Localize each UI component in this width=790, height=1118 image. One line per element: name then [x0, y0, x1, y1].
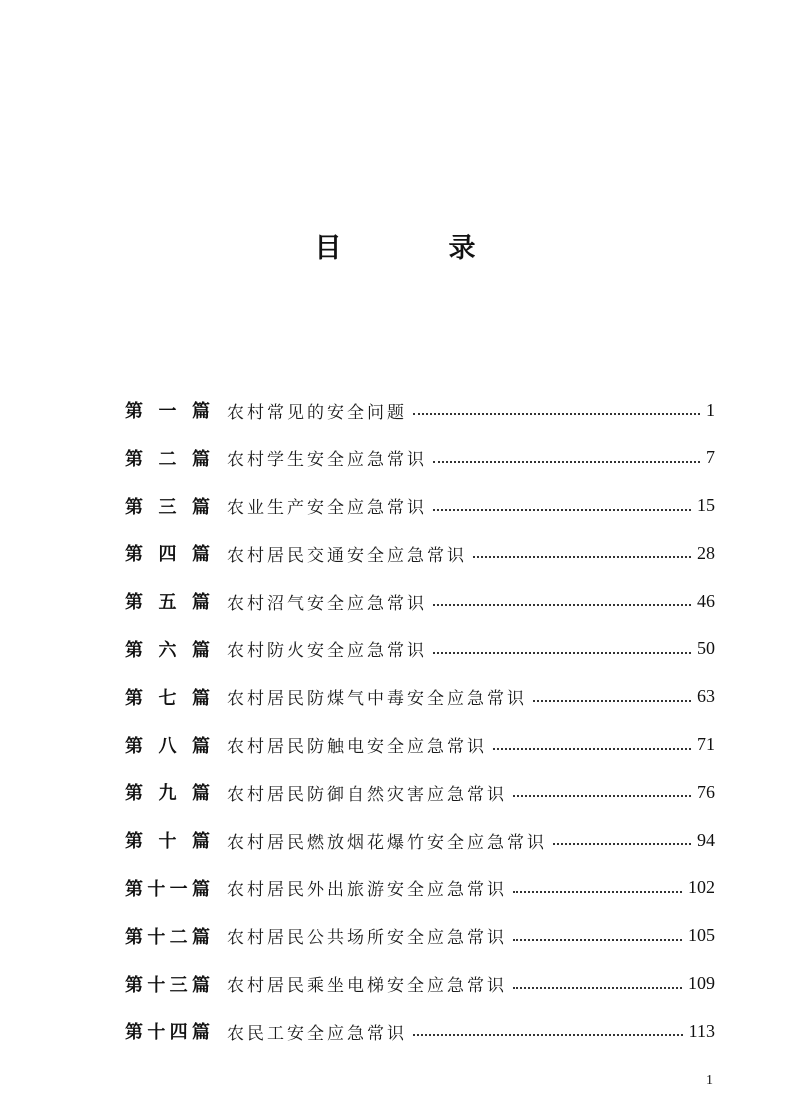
toc-entry[interactable]: [125, 1015, 715, 1047]
toc-leader-dots: [473, 554, 691, 558]
toc-leader-dots: [413, 411, 700, 415]
toc-title: 农村居民防御自然灾害应急常识: [227, 784, 507, 805]
toc-part-label: 第 十 一 篇: [125, 878, 210, 900]
page-number: 1: [706, 1073, 713, 1088]
toc-page-number: 109: [688, 973, 715, 994]
toc-title: 农业生产安全应急常识: [227, 498, 427, 519]
toc-entry[interactable]: [125, 872, 715, 904]
toc-part-label: 第 七 篇: [125, 687, 210, 709]
toc-page-number: 7: [706, 447, 715, 468]
toc-title: 农村学生安全应急常识: [227, 450, 427, 471]
toc-part-label: 第 十 二 篇: [125, 926, 210, 948]
toc-title: 农村居民乘坐电梯安全应急常识: [227, 976, 507, 997]
toc-page-number: 94: [697, 829, 715, 850]
toc-page-number: 28: [697, 542, 715, 563]
toc-leader-dots: [513, 889, 682, 893]
toc-leader-dots: [433, 602, 691, 606]
toc-part-label: 第 八 篇: [125, 735, 210, 757]
toc-part-label: 第 五 篇: [125, 592, 210, 614]
toc-title: 农村防火安全应急常识: [227, 641, 427, 662]
toc-entry[interactable]: [125, 633, 715, 665]
toc-part-label: 第 一 篇: [125, 401, 210, 422]
toc-leader-dots: [533, 698, 691, 702]
toc-entry[interactable]: [125, 920, 715, 952]
toc-title: 农村沼气安全应急常识: [227, 593, 427, 614]
toc-entry[interactable]: [125, 681, 715, 713]
toc-part-label: 第 三 篇: [125, 496, 210, 518]
toc-leader-dots: [513, 793, 691, 797]
toc-leader-dots: [513, 985, 682, 989]
toc-entry[interactable]: [125, 442, 715, 474]
toc-page-number: 50: [697, 638, 715, 659]
table-of-contents: [125, 394, 715, 1063]
toc-entry[interactable]: [125, 824, 715, 856]
toc-title: 农村居民交通安全应急常识: [227, 545, 467, 566]
toc-leader-dots: [513, 937, 682, 941]
toc-part-label: 第 十 四 篇: [125, 1022, 210, 1044]
toc-title: 农民工安全应急常识: [227, 1023, 407, 1044]
toc-title: 农村居民公共场所安全应急常识: [227, 928, 507, 949]
toc-entry[interactable]: [125, 729, 715, 761]
toc-page-number: 105: [688, 925, 715, 946]
toc-part-label: 第 二 篇: [125, 448, 210, 470]
toc-page-number: 71: [697, 734, 715, 755]
toc-part-label: 第 四 篇: [125, 544, 210, 566]
toc-leader-dots: [433, 459, 700, 463]
toc-page-number: 63: [697, 686, 715, 707]
toc-page-number: 1: [706, 399, 715, 420]
page-title: 目 录: [314, 233, 516, 264]
toc-page-number: 76: [697, 781, 715, 802]
toc-entry[interactable]: [125, 776, 715, 808]
toc-leader-dots: [553, 841, 691, 845]
toc-leader-dots: [413, 1032, 683, 1036]
toc-entry[interactable]: [125, 537, 715, 569]
toc-part-label: 第 十 篇: [125, 831, 210, 853]
toc-entry[interactable]: [125, 394, 715, 426]
toc-page-number: 15: [697, 495, 715, 516]
toc-title: 农村居民防煤气中毒安全应急常识: [227, 689, 527, 710]
toc-title: 农村居民燃放烟花爆竹安全应急常识: [227, 832, 547, 853]
toc-page-number: 113: [688, 1020, 715, 1041]
toc-title: 农村常见的安全问题: [227, 402, 407, 423]
toc-part-label: 第 十 三 篇: [125, 974, 210, 996]
toc-entry[interactable]: [125, 968, 715, 1000]
toc-part-label: 第 九 篇: [125, 783, 210, 805]
toc-title: 农村居民防触电安全应急常识: [227, 737, 487, 758]
toc-entry[interactable]: [125, 585, 715, 617]
toc-leader-dots: [433, 650, 691, 654]
toc-entry[interactable]: [125, 490, 715, 522]
toc-page-number: 46: [697, 590, 715, 611]
toc-leader-dots: [493, 746, 691, 750]
toc-leader-dots: [433, 507, 691, 511]
toc-title: 农村居民外出旅游安全应急常识: [227, 880, 507, 901]
toc-page-number: 102: [688, 877, 715, 898]
toc-part-label: 第 六 篇: [125, 639, 210, 661]
